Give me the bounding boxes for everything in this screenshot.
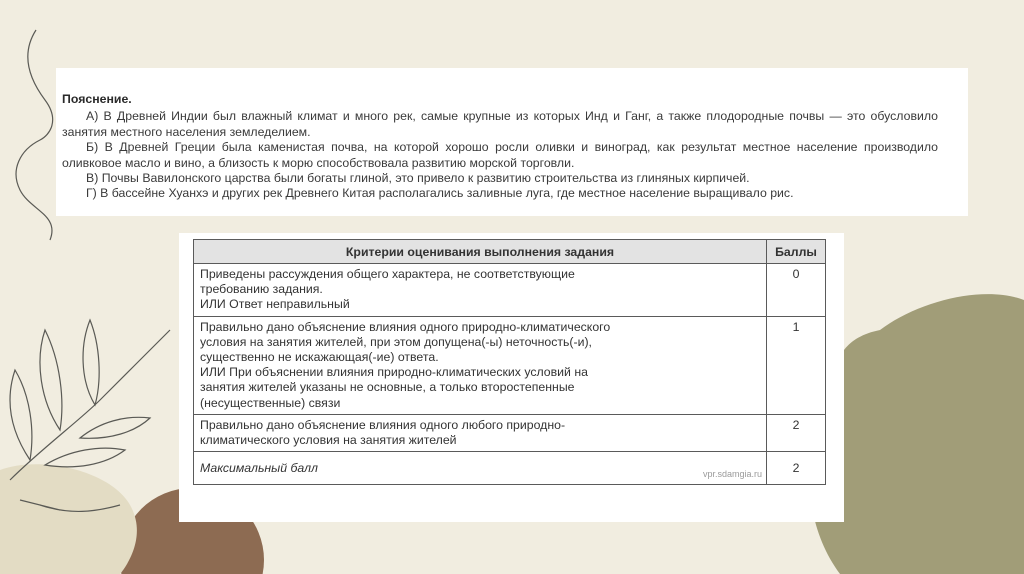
explanation-title: Пояснение. [62, 92, 132, 106]
swirl-line [16, 30, 53, 240]
max-score-label-cell [194, 452, 767, 485]
explanation-paragraph-a: А) В Древней Индии был влажный климат и много рек, самые крупные из которых Инд и Ганг, а также плодородные почвы — это обусловило занятия местного населения земледелием. [62, 109, 938, 139]
max-score-label: Максимальный балл [200, 460, 318, 475]
explanation-panel [56, 68, 968, 216]
criteria-line: требованию задания. [200, 282, 323, 297]
criteria-line: Правильно дано объяснение влияния одного любого природно- [200, 417, 566, 432]
score-cell: 2 [767, 414, 826, 451]
criteria-line: существенно не искажающая(-ие) ответа. [200, 350, 439, 365]
criteria-text [194, 414, 767, 451]
criteria-line: условия на занятия жителей, при этом допущена(-ы) неточность(-и), [200, 334, 592, 349]
criteria-line: Правильно дано объяснение влияния одного природно-климатического [200, 319, 611, 334]
score-cell: 1 [767, 316, 826, 414]
max-score-value: 2 [767, 452, 826, 485]
criteria-row [194, 316, 826, 414]
explanation-paragraph-v: В) Почвы Вавилонского царства были богаты глиной, это привело к развитию строительства из глиняных кирпичей. [86, 171, 750, 186]
criteria-header: Критерии оценивания выполнения задания [194, 240, 767, 264]
criteria-text [194, 316, 767, 414]
criteria-line: климатического условия на занятия жителей [200, 433, 457, 448]
explanation-paragraph-b: Б) В Древней Греции была каменистая почва, на которой хорошо росли оливки и виноград, как результат местное население производило оливковое масло и вино, а близость к морю способствовала развитию морской торговли. [62, 140, 938, 170]
criteria-line: Приведены рассуждения общего характера, не соответствующие [200, 267, 575, 281]
criteria-text [194, 264, 767, 317]
criteria-header-row [194, 240, 826, 264]
explanation-paragraph-g: Г) В бассейне Хуанхэ и других рек Древнего Китая располагались заливные луга, где местное население выращивало рис. [86, 186, 794, 201]
criteria-line: ИЛИ При объяснении влияния природно-климатических условий на [200, 365, 588, 380]
score-header: Баллы [767, 240, 826, 264]
criteria-line: ИЛИ Ответ неправильный [200, 297, 350, 312]
max-score-row [194, 452, 826, 485]
criteria-line: (несущественные) связи [200, 395, 341, 410]
criteria-row [194, 414, 826, 451]
beige-blob-shape [0, 464, 137, 574]
criteria-line: занятия жителей указаны не основные, а только второстепенные [200, 380, 575, 395]
criteria-table [193, 239, 826, 485]
source-watermark: vpr.sdamgia.ru [702, 469, 762, 480]
criteria-panel [179, 233, 844, 522]
criteria-row [194, 264, 826, 317]
score-cell: 0 [767, 264, 826, 317]
